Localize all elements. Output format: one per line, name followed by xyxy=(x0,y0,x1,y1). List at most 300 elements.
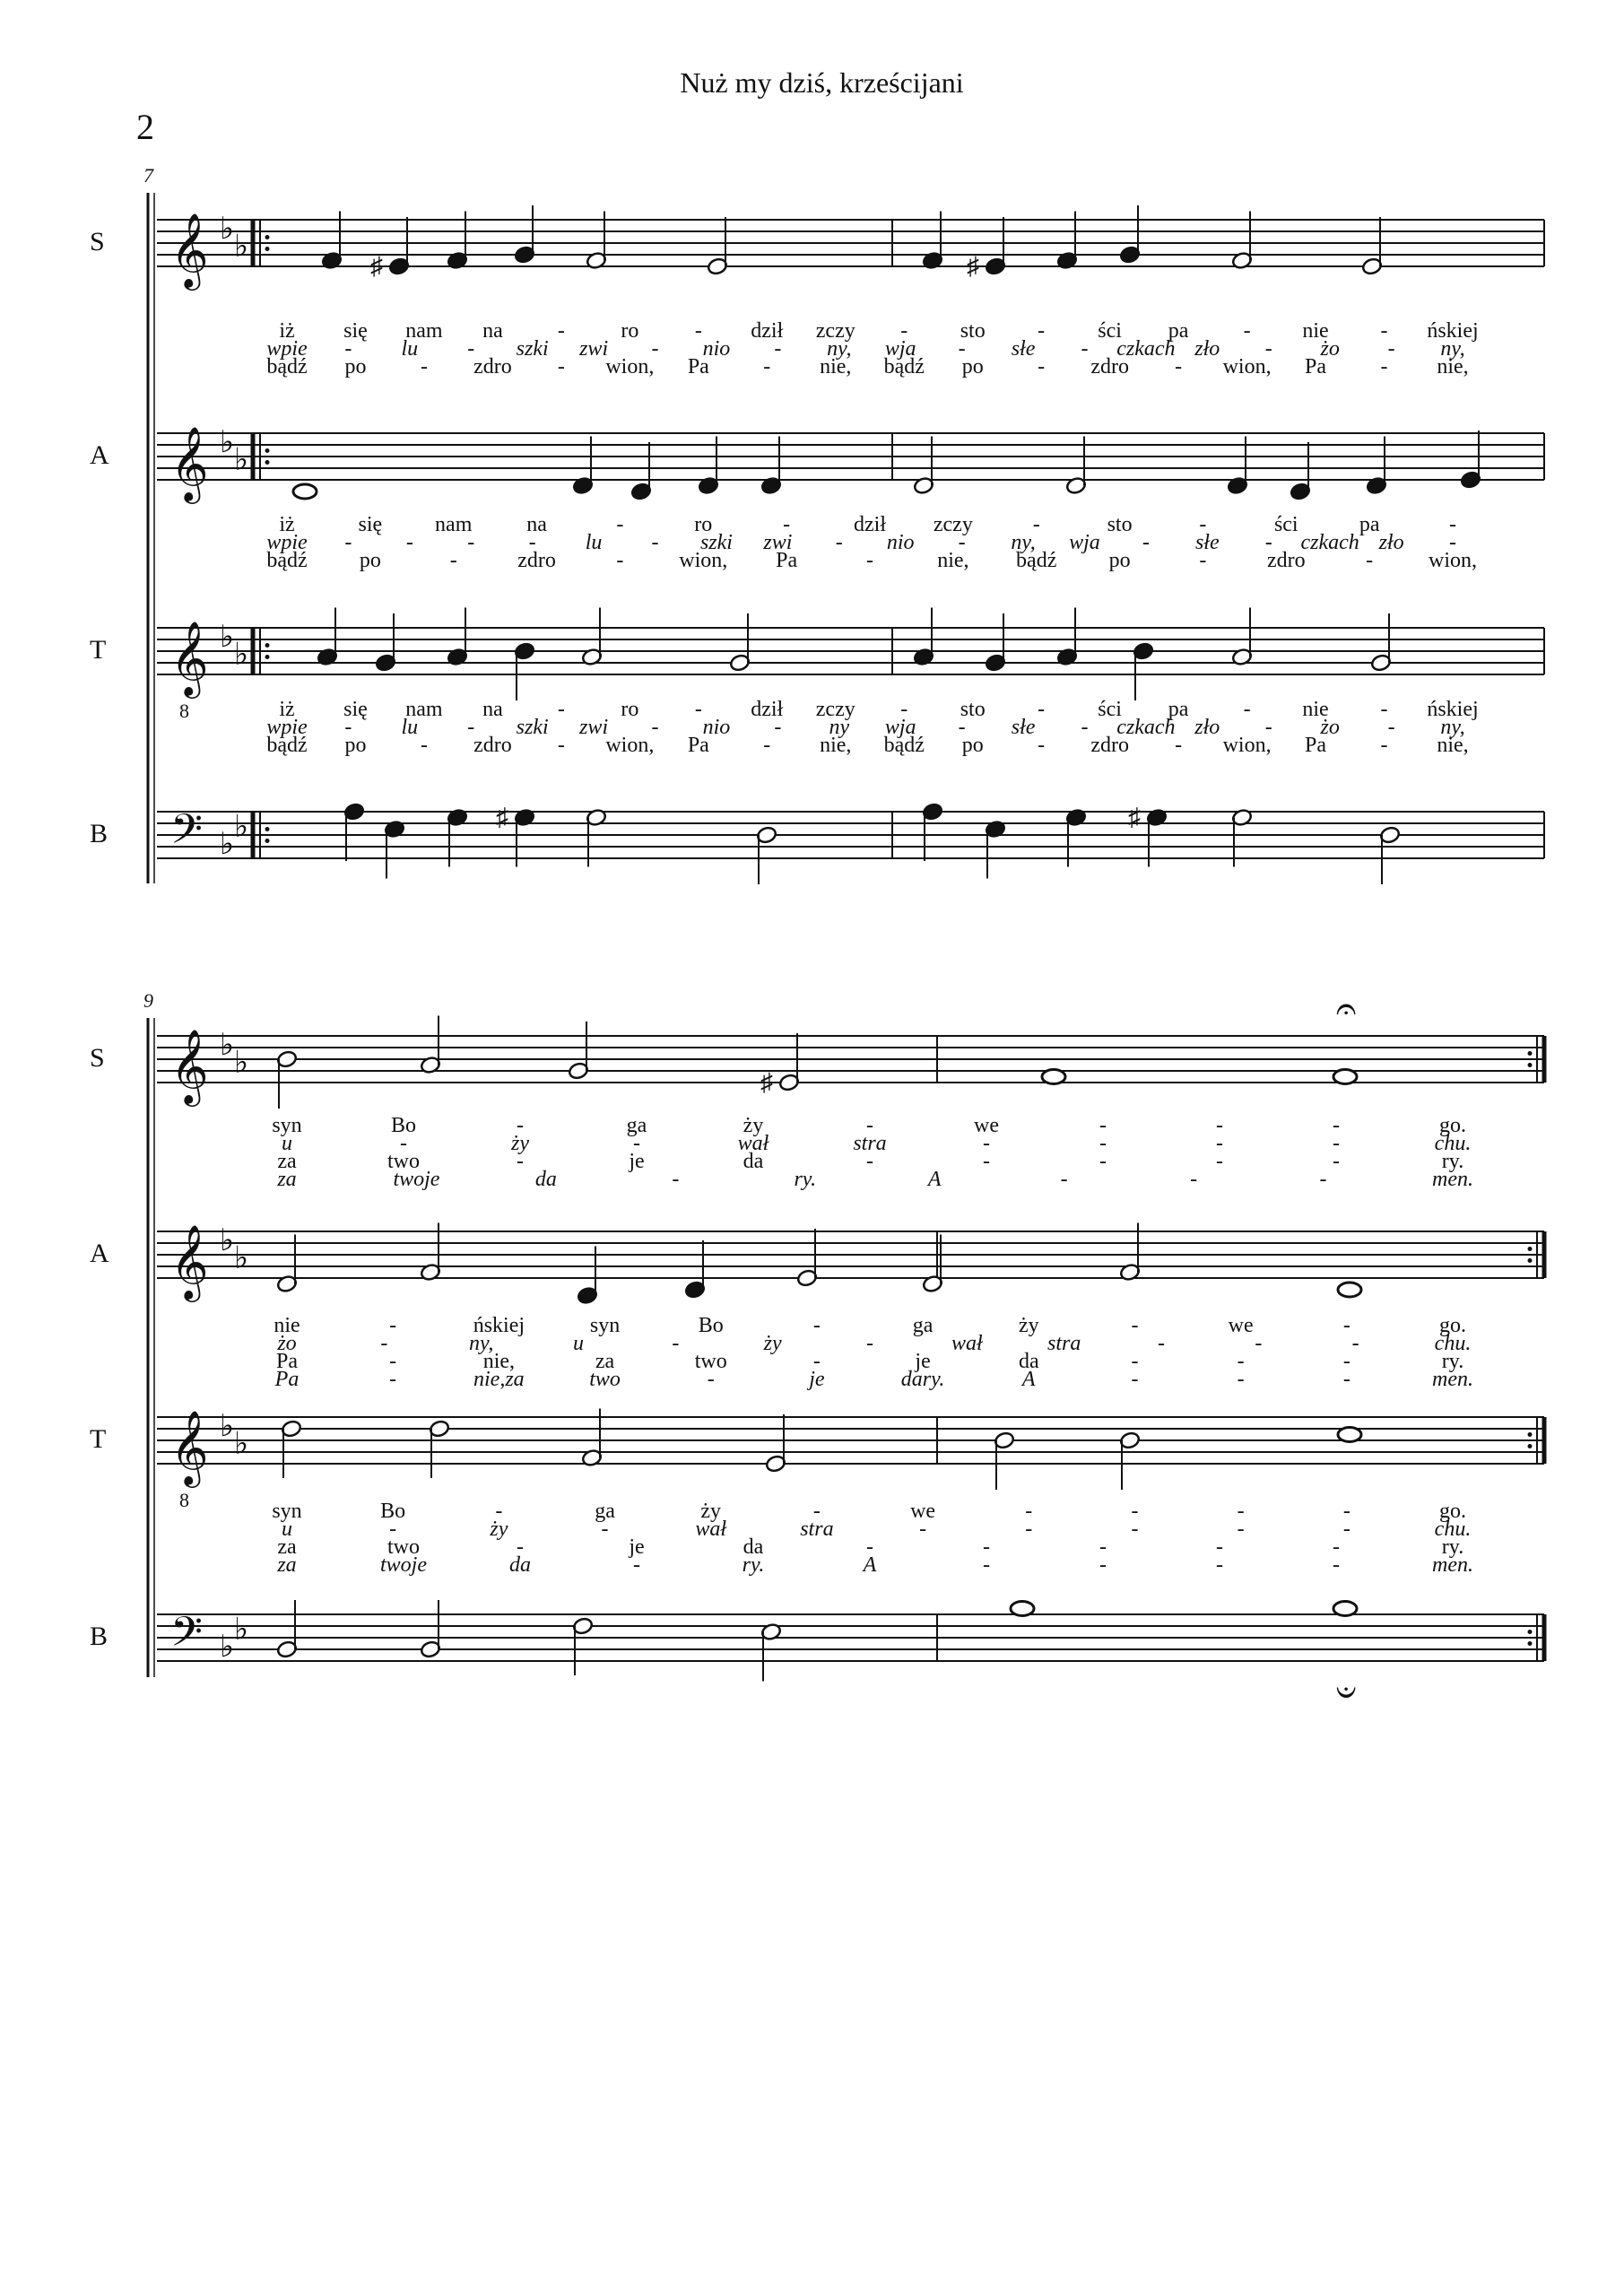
lyric-syllable: sto xyxy=(960,319,986,343)
lyric-syllable: bądź xyxy=(266,355,308,378)
lyric-syllable: po xyxy=(961,734,984,757)
lyric-syllable: ny, xyxy=(1011,531,1036,554)
measure-number: 7 xyxy=(143,164,153,187)
lyric-syllable: słe xyxy=(1011,337,1036,361)
lyric-syllable: - xyxy=(1216,1553,1223,1577)
lyric-syllable: - xyxy=(1449,531,1456,554)
voice-label: T xyxy=(90,1424,107,1454)
lyric-syllable: lu xyxy=(401,337,419,361)
flat-icon: ♭ xyxy=(220,213,235,246)
lyric-syllable: po xyxy=(961,355,984,378)
repeat-dot xyxy=(265,655,270,659)
lyric-syllable: - xyxy=(557,319,565,343)
lyric-syllable: nie xyxy=(274,1314,300,1337)
lyric-syllable: na xyxy=(482,698,503,721)
whole-note xyxy=(1011,1602,1034,1616)
lyric-syllable: - xyxy=(633,1553,640,1577)
lyric-syllable: stra xyxy=(1046,1332,1081,1355)
lyric-syllable: men. xyxy=(1432,1368,1473,1391)
lyric-syllable: - xyxy=(1099,1150,1107,1173)
lyric-syllable: wion, xyxy=(1222,355,1272,378)
lyric-syllable: - xyxy=(783,513,791,536)
voice-label: B xyxy=(90,819,109,848)
staff-T xyxy=(90,608,1544,758)
lyric-syllable: nie, xyxy=(1437,734,1469,757)
repeat-dot xyxy=(265,643,270,648)
lyric-syllable: dził xyxy=(751,319,784,343)
lyric-syllable: - xyxy=(958,716,966,739)
lyric-syllable: nam xyxy=(405,698,443,721)
lyric-syllable: Bo xyxy=(380,1500,406,1523)
flat-icon: ♭ xyxy=(234,1241,249,1275)
lyric-syllable: ny, xyxy=(1440,716,1465,739)
lyric-syllable: - xyxy=(983,1535,990,1559)
lyric-syllable: - xyxy=(400,1132,407,1155)
lyric-syllable: nam xyxy=(435,513,473,536)
lyric-syllable: - xyxy=(1319,1168,1327,1191)
lyric-syllable: da xyxy=(509,1553,531,1577)
lyric-syllable: czkach xyxy=(1116,716,1176,739)
lyric-syllable: Pa xyxy=(1305,734,1327,757)
treble-clef-icon: 𝄞 xyxy=(170,622,209,694)
fermata-below-icon: 𝄑 xyxy=(1336,1672,1357,1712)
lyric-syllable: szki xyxy=(699,531,733,554)
lyric-syllable: słe xyxy=(1194,531,1220,554)
lyric-syllable: - xyxy=(812,1500,821,1523)
lyric-syllable: ry. xyxy=(1441,1535,1464,1559)
lyric-syllable: - xyxy=(1142,531,1150,554)
lyric-syllable: - xyxy=(694,319,702,343)
lyric-syllable: - xyxy=(651,716,659,739)
lyric-syllable: nie xyxy=(1302,319,1329,343)
lyric-syllable: - xyxy=(866,1332,873,1355)
flat-icon: ♭ xyxy=(234,638,249,672)
lyric-syllable: - xyxy=(1380,698,1388,721)
flat-icon: ♭ xyxy=(220,828,235,861)
lyric-syllable: - xyxy=(866,1150,873,1173)
lyric-syllable: je xyxy=(629,1535,645,1559)
lyric-syllable: Pa xyxy=(687,734,709,757)
lyric-syllable: chu. xyxy=(1434,1518,1472,1541)
lyric-syllable: - xyxy=(616,549,624,572)
repeat-dot xyxy=(1528,1063,1533,1067)
lyric-syllable: bądź xyxy=(266,549,308,572)
lyric-syllable: - xyxy=(983,1132,990,1155)
lyric-syllable: je xyxy=(915,1350,931,1373)
lyric-syllable: po xyxy=(359,549,381,572)
lyric-syllable: - xyxy=(1255,1332,1263,1355)
lyric-syllable: syn xyxy=(272,1114,302,1137)
page-title: Nuż my dziś, krześcijani xyxy=(680,66,964,99)
lyric-syllable: zczy xyxy=(815,698,855,721)
lyric-syllable: ry. xyxy=(1441,1350,1464,1373)
lyric-syllable: - xyxy=(983,1553,990,1577)
lyric-syllable: nam xyxy=(405,319,443,343)
sharp-icon: ♯ xyxy=(370,253,383,281)
lyric-syllable: na xyxy=(526,513,547,536)
lyric-syllable: - xyxy=(1032,513,1040,536)
lyric-syllable: chu. xyxy=(1434,1332,1472,1355)
lyric-syllable: - xyxy=(763,355,771,378)
lyric-syllable: się xyxy=(358,513,383,536)
lyric-syllable: - xyxy=(1060,1168,1068,1191)
lyric-syllable: zło xyxy=(1194,716,1220,739)
lyric-syllable: - xyxy=(1038,734,1046,757)
lyric-syllable: - xyxy=(1449,513,1456,536)
lyric-syllable: - xyxy=(389,1368,397,1391)
lyric-syllable: nio xyxy=(702,716,731,739)
lyric-syllable: za xyxy=(277,1535,297,1559)
lyric-syllable: - xyxy=(672,1332,680,1355)
lyric-syllable: - xyxy=(1342,1314,1350,1337)
lyric-syllable: - xyxy=(672,1168,680,1191)
lyric-syllable: Pa xyxy=(274,1368,300,1391)
lyric-syllable: żo xyxy=(277,1332,297,1355)
lyric-syllable: wion, xyxy=(1429,549,1477,572)
lyric-syllable: ży xyxy=(743,1114,764,1137)
system-1 xyxy=(90,164,1544,884)
lyric-syllable: - xyxy=(835,531,843,554)
voice-label: T xyxy=(90,635,107,665)
lyric-syllable: zdro xyxy=(1266,549,1306,572)
lyric-syllable: - xyxy=(1380,355,1388,378)
lyric-syllable: - xyxy=(1342,1500,1350,1523)
lyric-syllable: two xyxy=(589,1368,621,1391)
lyric-syllable: ży xyxy=(490,1518,508,1541)
lyric-syllable: - xyxy=(1081,716,1089,739)
lyric-syllable: po xyxy=(1108,549,1131,572)
voice-label: S xyxy=(90,1043,105,1073)
lyric-syllable: bądź xyxy=(1016,549,1057,572)
whole-note xyxy=(1338,1428,1361,1442)
lyric-syllable: sto xyxy=(960,698,986,721)
lyric-syllable: go. xyxy=(1439,1314,1466,1337)
flat-icon: ♭ xyxy=(220,1029,235,1062)
lyric-syllable: - xyxy=(774,337,782,361)
lyric-syllable: - xyxy=(1333,1114,1340,1137)
voice-label: A xyxy=(90,1239,109,1268)
lyric-syllable: sto xyxy=(1107,513,1133,536)
lyric-syllable: lu xyxy=(585,531,603,554)
flat-icon: ♭ xyxy=(234,1613,249,1647)
lyric-syllable: - xyxy=(1099,1535,1107,1559)
lyric-syllable: zczy xyxy=(933,513,973,536)
lyric-syllable: A xyxy=(1021,1368,1036,1391)
lyric-syllable: - xyxy=(958,531,966,554)
lyric-syllable: - xyxy=(528,531,536,554)
lyric-syllable: nie,za xyxy=(473,1368,525,1391)
lyric-syllable: wpie xyxy=(266,337,308,361)
treble-clef-icon: 𝄞 xyxy=(170,1412,209,1483)
lyric-syllable: - xyxy=(1237,1368,1245,1391)
lyric-syllable: iż xyxy=(279,698,295,721)
lyric-syllable: ny, xyxy=(827,337,852,361)
lyric-syllable: - xyxy=(1038,698,1046,721)
lyric-syllable: - xyxy=(389,1350,397,1373)
flat-icon: ♭ xyxy=(234,443,249,477)
lyric-syllable: wion, xyxy=(1222,734,1272,757)
whole-note xyxy=(1042,1070,1065,1084)
lyric-syllable: A xyxy=(927,1168,942,1191)
lyric-syllable: - xyxy=(557,734,565,757)
bass-clef-icon: 𝄢 xyxy=(170,1610,204,1665)
lyric-syllable: żo xyxy=(1320,716,1340,739)
lyric-syllable: - xyxy=(866,549,873,572)
lyric-syllable: szki xyxy=(516,716,549,739)
lyric-syllable: go. xyxy=(1439,1500,1466,1523)
lyric-syllable: - xyxy=(983,1150,990,1173)
lyric-syllable: - xyxy=(694,698,702,721)
system-2 xyxy=(90,989,1544,1682)
lyric-syllable: two xyxy=(387,1150,420,1173)
repeat-dot xyxy=(265,460,270,465)
lyric-syllable: da xyxy=(1018,1350,1039,1373)
lyric-syllable: ga xyxy=(626,1114,647,1137)
lyric-syllable: we xyxy=(1228,1314,1254,1337)
lyric-syllable: za xyxy=(277,1553,297,1577)
lyric-syllable: - xyxy=(344,337,352,361)
lyric-syllable: na xyxy=(482,319,503,343)
lyric-syllable: - xyxy=(633,1132,640,1155)
treble-clef-icon: 𝄞 xyxy=(170,1031,209,1102)
lyric-syllable: ny, xyxy=(1440,337,1465,361)
lyric-syllable: po xyxy=(344,355,367,378)
repeat-dot xyxy=(1528,1432,1533,1437)
lyric-syllable: za xyxy=(277,1150,297,1173)
flat-icon: ♭ xyxy=(220,621,235,654)
treble-clef-icon: 𝄞 xyxy=(170,428,209,500)
lyric-syllable: ry. xyxy=(1441,1150,1464,1173)
lyric-syllable: - xyxy=(1237,1518,1245,1541)
lyric-syllable: - xyxy=(1099,1553,1107,1577)
lyric-syllable: - xyxy=(900,319,908,343)
lyric-syllable: pa xyxy=(1168,319,1189,343)
lyric-syllable: stra xyxy=(853,1132,887,1155)
lyric-syllable: dził xyxy=(854,513,886,536)
lyric-syllable: Bo xyxy=(698,1314,724,1337)
lyric-syllable: - xyxy=(1366,549,1374,572)
lyric-syllable: syn xyxy=(272,1500,302,1523)
lyric-syllable: - xyxy=(1216,1132,1223,1155)
lyric-syllable: - xyxy=(1131,1314,1139,1337)
lyric-syllable: słe xyxy=(1011,716,1036,739)
lyric-syllable: we xyxy=(910,1500,936,1523)
lyric-syllable: men. xyxy=(1432,1553,1473,1577)
lyric-syllable: - xyxy=(1351,1332,1359,1355)
lyric-syllable: twoje xyxy=(380,1553,427,1577)
treble-clef-icon: 𝄞 xyxy=(170,214,209,286)
lyric-syllable: nie, xyxy=(1437,355,1469,378)
lyric-syllable: ga xyxy=(595,1500,615,1523)
lyric-syllable: - xyxy=(651,531,659,554)
staff-A xyxy=(90,1223,1544,1392)
whole-note xyxy=(1333,1070,1357,1084)
lyric-syllable: ry. xyxy=(794,1168,817,1191)
staff-S xyxy=(90,1016,1544,1192)
lyric-syllable: się xyxy=(343,698,368,721)
lyric-syllable: - xyxy=(1199,513,1207,536)
lyric-syllable: ro xyxy=(694,513,713,536)
lyric-syllable: ga xyxy=(912,1314,934,1337)
lyric-syllable: - xyxy=(1131,1368,1139,1391)
lyric-syllable: ńskiej xyxy=(473,1314,525,1337)
treble-clef-icon: 𝄞 xyxy=(170,1226,209,1298)
lyric-syllable: - xyxy=(1342,1350,1350,1373)
lyric-syllable: Bo xyxy=(390,1114,417,1137)
lyric-syllable: wał xyxy=(695,1518,727,1541)
fermata-icon: 𝄐 xyxy=(1336,988,1357,1029)
lyric-syllable: stra xyxy=(800,1518,834,1541)
lyric-syllable: za xyxy=(277,1168,297,1191)
lyric-syllable: - xyxy=(1237,1350,1245,1373)
lyric-syllable: bądź xyxy=(266,734,308,757)
lyric-syllable: nie xyxy=(1302,698,1329,721)
lyric-syllable: - xyxy=(919,1518,927,1541)
lyric-syllable: ści xyxy=(1273,513,1298,536)
lyric-syllable: - xyxy=(1342,1518,1350,1541)
lyric-syllable: - xyxy=(707,1368,715,1391)
repeat-dot xyxy=(1528,1630,1533,1634)
staff-S xyxy=(90,205,1544,378)
lyric-syllable: pa xyxy=(1359,513,1380,536)
lyric-syllable: za xyxy=(595,1350,615,1373)
lyric-syllable: da xyxy=(534,1168,557,1191)
lyric-syllable: men. xyxy=(1432,1168,1473,1191)
whole-note xyxy=(293,484,317,499)
lyric-syllable: wał xyxy=(737,1132,769,1155)
lyric-syllable: - xyxy=(517,1535,524,1559)
lyric-syllable: - xyxy=(1380,319,1388,343)
lyric-syllable: - xyxy=(1131,1500,1139,1523)
octave-mark: 8 xyxy=(179,700,189,722)
lyric-syllable: A xyxy=(863,1553,877,1577)
lyric-syllable: - xyxy=(812,1350,821,1373)
lyric-syllable: nio xyxy=(702,337,731,361)
flat-icon: ♭ xyxy=(234,1427,249,1461)
lyric-syllable: da xyxy=(743,1150,764,1173)
repeat-dot xyxy=(1528,1247,1533,1251)
lyric-syllable: pa xyxy=(1168,698,1189,721)
flat-icon: ♭ xyxy=(220,1631,235,1664)
lyric-syllable: - xyxy=(420,734,428,757)
lyric-syllable: nie, xyxy=(820,734,852,757)
lyric-syllable: two xyxy=(387,1535,420,1559)
lyric-syllable: - xyxy=(557,698,565,721)
lyric-syllable: nio xyxy=(886,531,915,554)
lyric-syllable: wpie xyxy=(266,716,308,739)
lyric-syllable: - xyxy=(467,716,475,739)
lyric-syllable: - xyxy=(1190,1168,1198,1191)
lyric-syllable: lu xyxy=(401,716,419,739)
lyric-syllable: - xyxy=(1131,1350,1139,1373)
lyric-syllable: wpie xyxy=(266,531,308,554)
lyric-syllable: zdro xyxy=(1090,355,1129,378)
lyric-syllable: wał xyxy=(951,1332,983,1355)
lyric-syllable: two xyxy=(694,1350,727,1373)
repeat-dot xyxy=(265,448,270,453)
lyric-syllable: zwi xyxy=(763,531,793,554)
lyric-syllable: nie, xyxy=(482,1350,516,1373)
flat-icon: ♭ xyxy=(220,1410,235,1443)
lyric-syllable: - xyxy=(1216,1535,1223,1559)
repeat-dot xyxy=(1528,1641,1533,1646)
lyric-syllable: wja xyxy=(884,716,916,739)
lyric-syllable: szki xyxy=(516,337,549,361)
staff-T xyxy=(90,1409,1544,1578)
lyric-syllable: u xyxy=(282,1518,292,1541)
lyric-syllable: zdro xyxy=(473,355,512,378)
flat-icon: ♭ xyxy=(220,426,235,459)
lyric-syllable: - xyxy=(651,337,659,361)
flat-icon: ♭ xyxy=(234,1046,249,1080)
lyric-syllable: Pa xyxy=(687,355,709,378)
lyric-syllable: - xyxy=(1038,355,1046,378)
voice-label: B xyxy=(90,1622,109,1651)
lyric-syllable: - xyxy=(344,531,352,554)
lyric-syllable: chu. xyxy=(1434,1132,1472,1155)
lyric-syllable: - xyxy=(1081,337,1089,361)
lyric-syllable: - xyxy=(1038,319,1046,343)
voice-label: A xyxy=(90,440,109,470)
lyric-syllable: bądź xyxy=(883,355,925,378)
lyric-syllable: ńskiej xyxy=(1427,319,1479,343)
lyric-syllable: - xyxy=(812,1314,821,1337)
lyric-syllable: - xyxy=(420,355,428,378)
lyric-syllable: je xyxy=(629,1150,645,1173)
lyric-syllable: ści xyxy=(1098,698,1122,721)
voice-label: S xyxy=(90,227,105,257)
lyric-syllable: wion, xyxy=(679,549,728,572)
lyric-syllable: Pa xyxy=(276,1350,298,1373)
lyric-syllable: ży xyxy=(763,1332,782,1355)
lyric-syllable: - xyxy=(1025,1500,1033,1523)
sharp-icon: ♯ xyxy=(967,253,979,281)
lyric-syllable: - xyxy=(449,549,457,572)
lyric-syllable: - xyxy=(1387,716,1395,739)
lyric-syllable: ży xyxy=(511,1132,529,1155)
whole-note xyxy=(1333,1602,1357,1616)
lyric-syllable: ży xyxy=(700,1500,722,1523)
lyric-syllable: je xyxy=(809,1368,825,1391)
lyric-syllable: wion, xyxy=(605,355,655,378)
lyric-syllable: ry. xyxy=(742,1553,765,1577)
lyric-syllable: iż xyxy=(279,319,295,343)
lyric-syllable: - xyxy=(1131,1518,1139,1541)
lyric-syllable: dził xyxy=(751,698,784,721)
lyric-syllable: - xyxy=(763,734,771,757)
lyric-syllable: - xyxy=(774,716,782,739)
lyric-syllable: - xyxy=(1216,1114,1223,1137)
lyric-syllable: ny xyxy=(829,716,850,739)
lyric-syllable: Pa xyxy=(776,549,798,572)
lyric-syllable: - xyxy=(380,1332,388,1355)
lyric-syllable: nie, xyxy=(937,549,969,572)
lyric-syllable: - xyxy=(344,716,352,739)
repeat-dot xyxy=(265,827,270,831)
lyric-syllable: ro xyxy=(621,319,639,343)
lyric-syllable: - xyxy=(1025,1518,1033,1541)
lyric-syllable: bądź xyxy=(883,734,925,757)
lyric-syllable: zwi xyxy=(579,337,609,361)
lyric-syllable: zczy xyxy=(815,319,855,343)
lyric-syllable: syn xyxy=(589,1314,621,1337)
sharp-icon: ♯ xyxy=(760,1069,773,1097)
lyric-syllable: da xyxy=(743,1535,764,1559)
flat-icon: ♭ xyxy=(220,1224,235,1257)
lyric-syllable: iż xyxy=(279,513,295,536)
lyric-syllable: żo xyxy=(1320,337,1340,361)
lyric-syllable: po xyxy=(344,734,367,757)
